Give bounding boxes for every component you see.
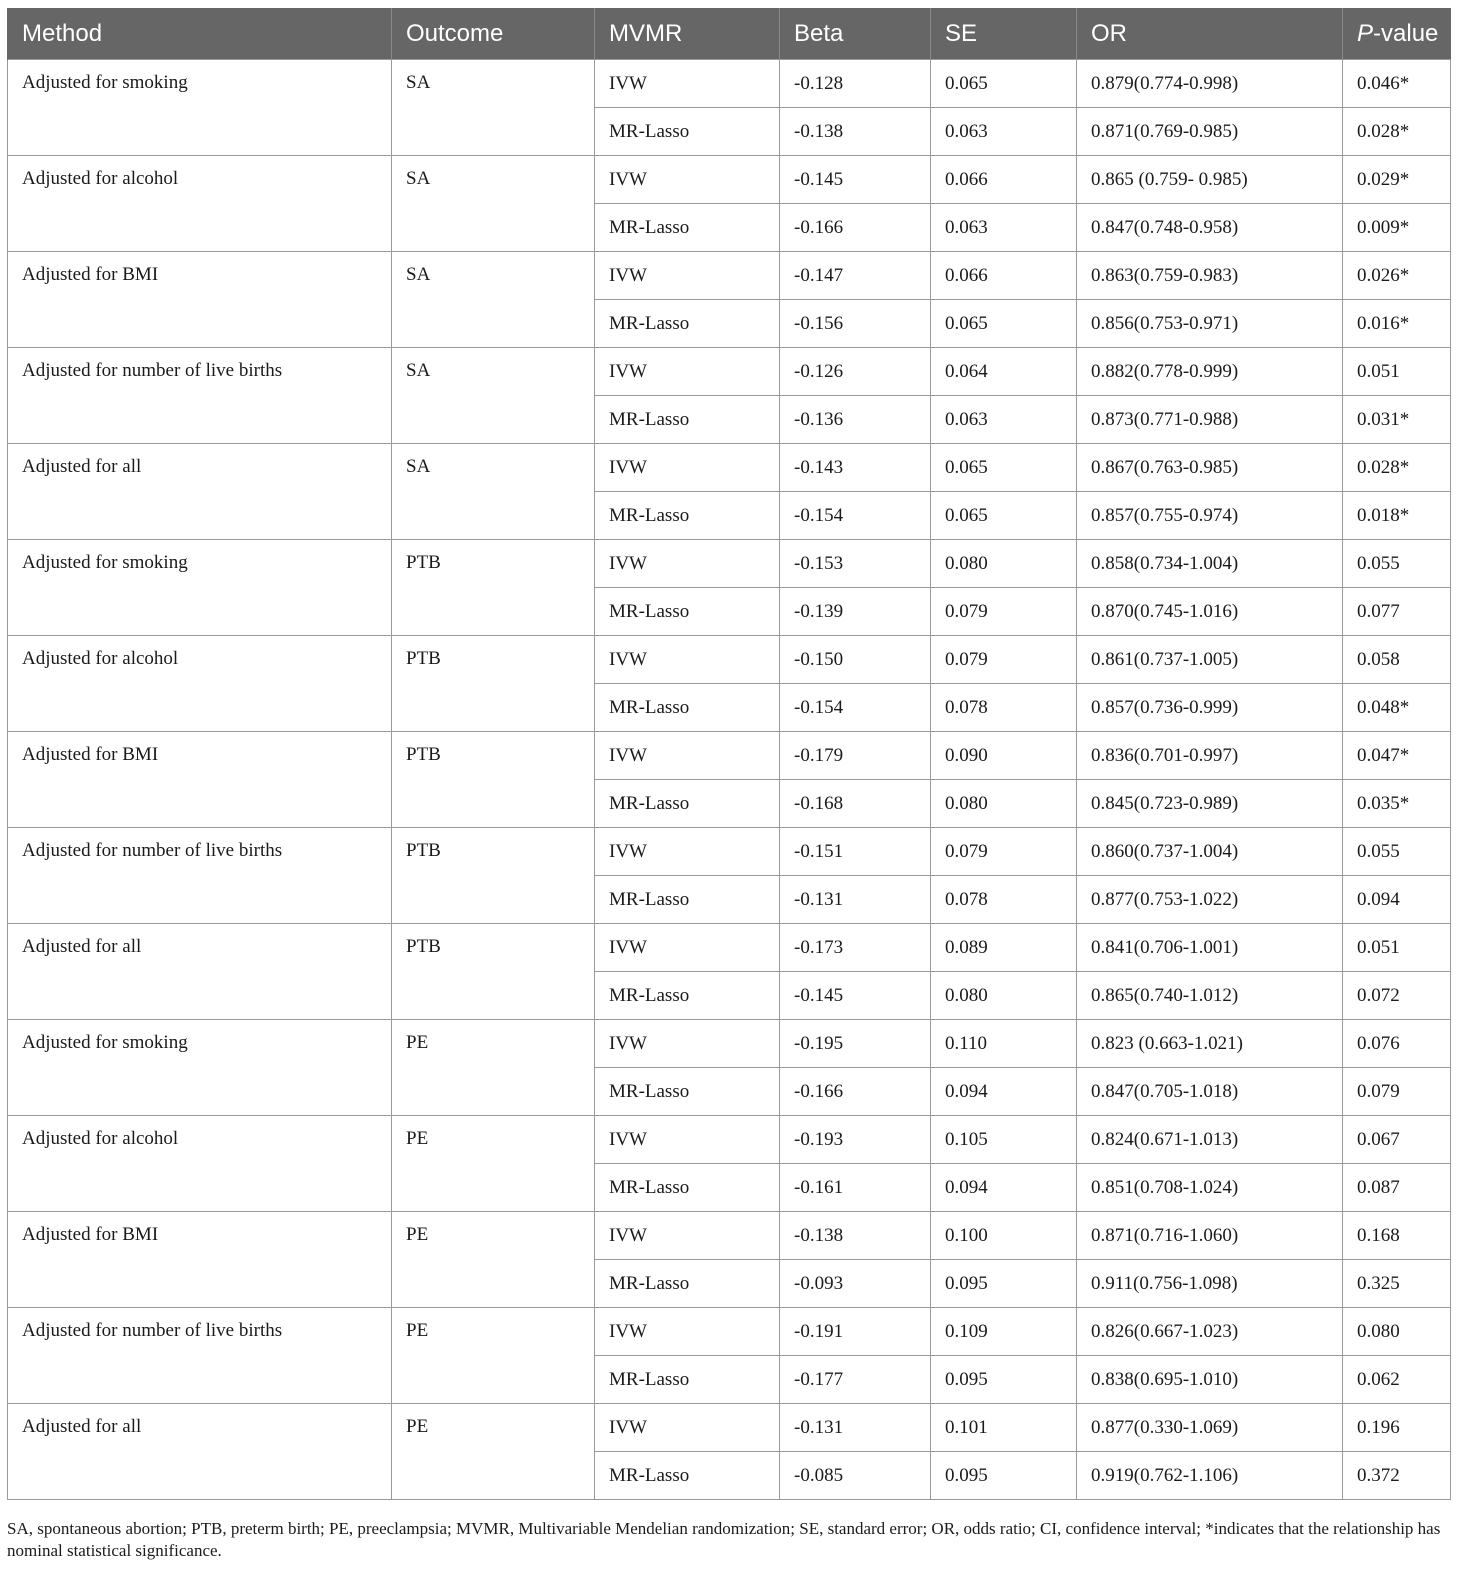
se-cell: 0.064 [931,348,1077,396]
mvmr-cell: MR-Lasso [595,876,780,924]
beta-cell: -0.177 [780,1356,931,1404]
table-row [8,636,1451,684]
beta-cell: -0.154 [780,492,931,540]
pvalue-cell: 0.196 [1343,1404,1451,1452]
table-row [8,1116,1451,1164]
se-cell: 0.079 [931,636,1077,684]
table-header [8,8,1451,60]
beta-cell: -0.143 [780,444,931,492]
se-cell: 0.063 [931,204,1077,252]
beta-cell: -0.131 [780,1404,931,1452]
mvmr-cell: IVW [595,156,780,204]
or-cell: 0.826(0.667-1.023) [1077,1308,1343,1356]
mvmr-cell: MR-Lasso [595,1068,780,1116]
header-se: SE [931,8,1077,60]
table-row [8,732,1451,780]
method-cell: Adjusted for alcohol [8,1116,392,1212]
beta-cell: -0.173 [780,924,931,972]
pvalue-cell: 0.094 [1343,876,1451,924]
or-cell: 0.882(0.778-0.999) [1077,348,1343,396]
or-cell: 0.823 (0.663-1.021) [1077,1020,1343,1068]
or-cell: 0.870(0.745-1.016) [1077,588,1343,636]
se-cell: 0.078 [931,876,1077,924]
header-mvmr: MVMR [595,8,780,60]
pvalue-cell: 0.029* [1343,156,1451,204]
header-beta: Beta [780,8,931,60]
beta-cell: -0.193 [780,1116,931,1164]
table-row [8,444,1451,492]
or-cell: 0.865 (0.759- 0.985) [1077,156,1343,204]
pvalue-cell: 0.077 [1343,588,1451,636]
table-row [8,252,1451,300]
beta-cell: -0.179 [780,732,931,780]
pvalue-cell: 0.028* [1343,108,1451,156]
table-row [8,924,1451,972]
mvmr-cell: MR-Lasso [595,780,780,828]
pvalue-cell: 0.168 [1343,1212,1451,1260]
method-cell: Adjusted for alcohol [8,156,392,252]
pvalue-cell: 0.062 [1343,1356,1451,1404]
pvalue-cell: 0.087 [1343,1164,1451,1212]
or-cell: 0.863(0.759-0.983) [1077,252,1343,300]
se-cell: 0.065 [931,492,1077,540]
method-cell: Adjusted for number of live births [8,828,392,924]
table-row [8,1404,1451,1452]
pvalue-cell: 0.051 [1343,348,1451,396]
or-cell: 0.871(0.769-0.985) [1077,108,1343,156]
se-cell: 0.080 [931,540,1077,588]
se-cell: 0.078 [931,684,1077,732]
table-body [8,60,1451,1500]
beta-cell: -0.156 [780,300,931,348]
pvalue-cell: 0.072 [1343,972,1451,1020]
outcome-cell: SA [392,252,595,348]
table-row [8,540,1451,588]
mvmr-cell: IVW [595,1404,780,1452]
pvalue-cell: 0.058 [1343,636,1451,684]
beta-cell: -0.150 [780,636,931,684]
header-method: Method [8,8,392,60]
se-cell: 0.079 [931,588,1077,636]
outcome-cell: PTB [392,828,595,924]
or-cell: 0.911(0.756-1.098) [1077,1260,1343,1308]
header-pvalue-italic: P [1357,19,1374,47]
pvalue-cell: 0.076 [1343,1020,1451,1068]
se-cell: 0.066 [931,252,1077,300]
header-pvalue [1343,8,1451,60]
header-pvalue-rest: -value [1373,19,1439,47]
mvmr-cell: MR-Lasso [595,1164,780,1212]
outcome-cell: SA [392,60,595,156]
se-cell: 0.079 [931,828,1077,876]
results-table-container [7,8,1450,1500]
method-cell: Adjusted for number of live births [8,1308,392,1404]
beta-cell: -0.166 [780,204,931,252]
beta-cell: -0.191 [780,1308,931,1356]
beta-cell: -0.147 [780,252,931,300]
outcome-cell: PE [392,1116,595,1212]
se-cell: 0.100 [931,1212,1077,1260]
pvalue-cell: 0.031* [1343,396,1451,444]
beta-cell: -0.154 [780,684,931,732]
or-cell: 0.877(0.330-1.069) [1077,1404,1343,1452]
beta-cell: -0.145 [780,972,931,1020]
table-row [8,348,1451,396]
or-cell: 0.858(0.734-1.004) [1077,540,1343,588]
outcome-cell: SA [392,444,595,540]
se-cell: 0.090 [931,732,1077,780]
pvalue-cell: 0.048* [1343,684,1451,732]
pvalue-cell: 0.046* [1343,60,1451,108]
method-cell: Adjusted for number of live births [8,348,392,444]
beta-cell: -0.131 [780,876,931,924]
or-cell: 0.857(0.736-0.999) [1077,684,1343,732]
pvalue-cell: 0.018* [1343,492,1451,540]
method-cell: Adjusted for BMI [8,732,392,828]
se-cell: 0.101 [931,1404,1077,1452]
beta-cell: -0.161 [780,1164,931,1212]
se-cell: 0.095 [931,1356,1077,1404]
method-cell: Adjusted for all [8,924,392,1020]
pvalue-cell: 0.009* [1343,204,1451,252]
pvalue-cell: 0.016* [1343,300,1451,348]
or-cell: 0.838(0.695-1.010) [1077,1356,1343,1404]
se-cell: 0.063 [931,396,1077,444]
outcome-cell: PTB [392,636,595,732]
se-cell: 0.089 [931,924,1077,972]
beta-cell: -0.093 [780,1260,931,1308]
pvalue-cell: 0.079 [1343,1068,1451,1116]
outcome-cell: PE [392,1404,595,1500]
mvmr-cell: IVW [595,732,780,780]
or-cell: 0.851(0.708-1.024) [1077,1164,1343,1212]
outcome-cell: PTB [392,732,595,828]
or-cell: 0.841(0.706-1.001) [1077,924,1343,972]
table-row [8,156,1451,204]
mvmr-cell: MR-Lasso [595,1356,780,1404]
or-cell: 0.860(0.737-1.004) [1077,828,1343,876]
beta-cell: -0.153 [780,540,931,588]
mvmr-cell: MR-Lasso [595,300,780,348]
pvalue-cell: 0.051 [1343,924,1451,972]
beta-cell: -0.151 [780,828,931,876]
mvmr-cell: IVW [595,540,780,588]
table-row [8,1020,1451,1068]
se-cell: 0.105 [931,1116,1077,1164]
mvmr-cell: IVW [595,1308,780,1356]
beta-cell: -0.145 [780,156,931,204]
or-cell: 0.857(0.755-0.974) [1077,492,1343,540]
mvmr-cell: IVW [595,252,780,300]
method-cell: Adjusted for all [8,444,392,540]
or-cell: 0.865(0.740-1.012) [1077,972,1343,1020]
se-cell: 0.065 [931,444,1077,492]
or-cell: 0.824(0.671-1.013) [1077,1116,1343,1164]
mvmr-cell: IVW [595,1116,780,1164]
beta-cell: -0.085 [780,1452,931,1500]
method-cell: Adjusted for BMI [8,252,392,348]
se-cell: 0.095 [931,1452,1077,1500]
se-cell: 0.094 [931,1068,1077,1116]
mvmr-cell: MR-Lasso [595,1452,780,1500]
outcome-cell: PE [392,1020,595,1116]
mvmr-cell: MR-Lasso [595,1260,780,1308]
mvmr-results-table [7,8,1451,1500]
beta-cell: -0.128 [780,60,931,108]
or-cell: 0.836(0.701-0.997) [1077,732,1343,780]
se-cell: 0.094 [931,1164,1077,1212]
se-cell: 0.066 [931,156,1077,204]
beta-cell: -0.138 [780,1212,931,1260]
method-cell: Adjusted for smoking [8,540,392,636]
mvmr-cell: IVW [595,1020,780,1068]
mvmr-cell: IVW [595,348,780,396]
or-cell: 0.873(0.771-0.988) [1077,396,1343,444]
mvmr-cell: MR-Lasso [595,972,780,1020]
table-row [8,60,1451,108]
or-cell: 0.847(0.705-1.018) [1077,1068,1343,1116]
or-cell: 0.847(0.748-0.958) [1077,204,1343,252]
table-row [8,828,1451,876]
mvmr-cell: MR-Lasso [595,588,780,636]
mvmr-cell: IVW [595,636,780,684]
mvmr-cell: MR-Lasso [595,492,780,540]
outcome-cell: SA [392,156,595,252]
pvalue-cell: 0.035* [1343,780,1451,828]
mvmr-cell: MR-Lasso [595,204,780,252]
or-cell: 0.845(0.723-0.989) [1077,780,1343,828]
method-cell: Adjusted for smoking [8,60,392,156]
pvalue-cell: 0.026* [1343,252,1451,300]
se-cell: 0.063 [931,108,1077,156]
outcome-cell: PTB [392,924,595,1020]
or-cell: 0.861(0.737-1.005) [1077,636,1343,684]
or-cell: 0.879(0.774-0.998) [1077,60,1343,108]
header-row [8,8,1451,60]
outcome-cell: PE [392,1212,595,1308]
outcome-cell: PTB [392,540,595,636]
outcome-cell: PE [392,1308,595,1404]
or-cell: 0.856(0.753-0.971) [1077,300,1343,348]
or-cell: 0.867(0.763-0.985) [1077,444,1343,492]
pvalue-cell: 0.325 [1343,1260,1451,1308]
method-cell: Adjusted for all [8,1404,392,1500]
pvalue-cell: 0.080 [1343,1308,1451,1356]
mvmr-cell: MR-Lasso [595,108,780,156]
beta-cell: -0.168 [780,780,931,828]
table-row [8,1308,1451,1356]
mvmr-cell: IVW [595,444,780,492]
pvalue-cell: 0.047* [1343,732,1451,780]
mvmr-cell: IVW [595,1212,780,1260]
mvmr-cell: IVW [595,924,780,972]
pvalue-cell: 0.028* [1343,444,1451,492]
pvalue-cell: 0.055 [1343,540,1451,588]
beta-cell: -0.166 [780,1068,931,1116]
outcome-cell: SA [392,348,595,444]
beta-cell: -0.136 [780,396,931,444]
or-cell: 0.877(0.753-1.022) [1077,876,1343,924]
or-cell: 0.919(0.762-1.106) [1077,1452,1343,1500]
method-cell: Adjusted for smoking [8,1020,392,1116]
mvmr-cell: IVW [595,60,780,108]
beta-cell: -0.138 [780,108,931,156]
pvalue-cell: 0.055 [1343,828,1451,876]
se-cell: 0.110 [931,1020,1077,1068]
se-cell: 0.080 [931,780,1077,828]
mvmr-cell: IVW [595,828,780,876]
header-or: OR [1077,8,1343,60]
mvmr-cell: MR-Lasso [595,396,780,444]
beta-cell: -0.139 [780,588,931,636]
mvmr-cell: MR-Lasso [595,684,780,732]
se-cell: 0.080 [931,972,1077,1020]
pvalue-cell: 0.372 [1343,1452,1451,1500]
header-outcome: Outcome [392,8,595,60]
beta-cell: -0.195 [780,1020,931,1068]
or-cell: 0.871(0.716-1.060) [1077,1212,1343,1260]
se-cell: 0.065 [931,300,1077,348]
beta-cell: -0.126 [780,348,931,396]
se-cell: 0.095 [931,1260,1077,1308]
se-cell: 0.065 [931,60,1077,108]
pvalue-cell: 0.067 [1343,1116,1451,1164]
table-row [8,1212,1451,1260]
method-cell: Adjusted for alcohol [8,636,392,732]
method-cell: Adjusted for BMI [8,1212,392,1308]
table-footnote: SA, spontaneous abortion; PTB, preterm birth; PE, preeclampsia; MVMR, Multivariable Mendelian randomization; SE, standard error; OR, odds ratio; CI, confidence interval; *indicates that the relationship has nominal statistical significance. [7,1519,1441,1560]
se-cell: 0.109 [931,1308,1077,1356]
